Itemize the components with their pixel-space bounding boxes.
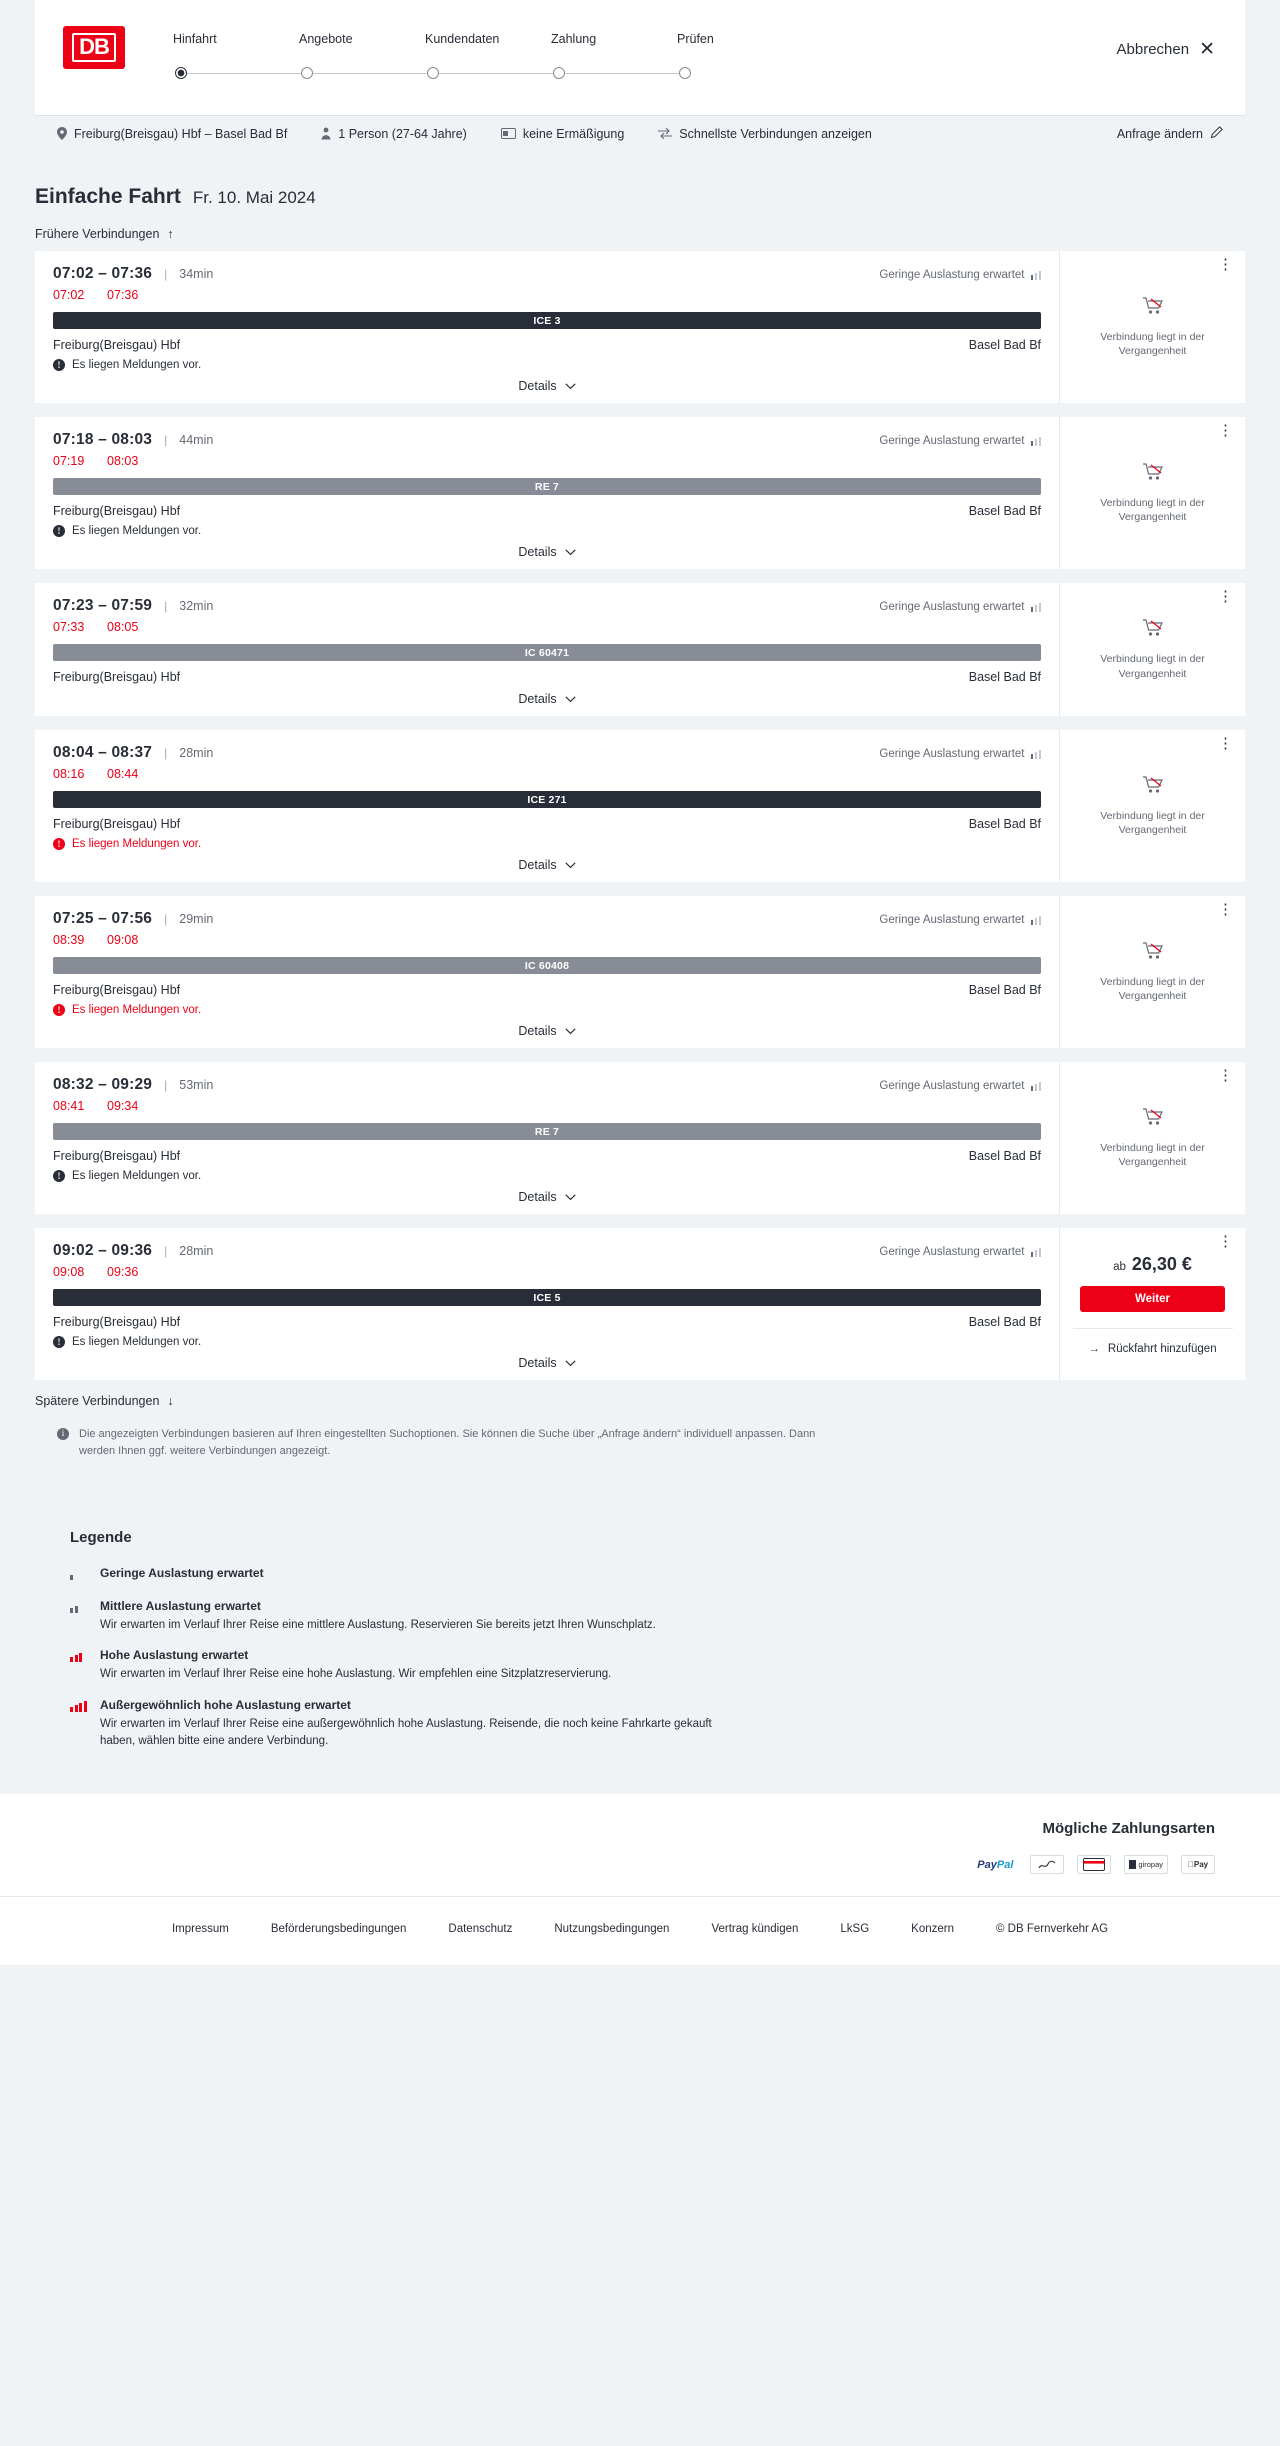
utilization-indicator bbox=[879, 1246, 1041, 1258]
details-toggle[interactable] bbox=[53, 545, 1041, 559]
details-label: Details bbox=[518, 1356, 557, 1370]
legend-item bbox=[70, 1566, 1245, 1585]
chevron-down-icon bbox=[565, 379, 576, 393]
duration: 53min bbox=[179, 1078, 214, 1092]
step-indicator bbox=[425, 63, 551, 85]
divider: | bbox=[164, 267, 168, 281]
step-indicator bbox=[677, 63, 803, 85]
utilization-label: Geringe Auslastung erwartet bbox=[879, 748, 1025, 760]
step-pruefen[interactable] bbox=[677, 32, 803, 85]
details-toggle[interactable] bbox=[53, 1190, 1041, 1204]
legend-title: Legende bbox=[70, 1529, 132, 1546]
step-label: Kundendaten bbox=[425, 32, 500, 46]
db-logo[interactable] bbox=[63, 26, 125, 69]
connection-header bbox=[53, 265, 1041, 283]
search-footnote-text: Die angezeigten Verbindungen basieren auf Ihren eingestellten Suchoptionen. Sie können die Suche über „Anfrage ändern“ individuell anpassen. Dann werden Ihnen ggf. weitere Verbindungen angezeigt. bbox=[79, 1428, 816, 1457]
connection-header bbox=[53, 1076, 1041, 1094]
past-connection-label: Verbindung liegt in der Vergangenheit bbox=[1100, 809, 1205, 836]
divider: | bbox=[164, 1244, 168, 1258]
legend-item bbox=[70, 1698, 1245, 1751]
legend-item-title: Außergewöhnlich hohe Auslastung erwartet bbox=[100, 1697, 351, 1712]
arrow-right-icon: → bbox=[1088, 1342, 1100, 1355]
duration: 29min bbox=[179, 912, 214, 926]
step-indicator bbox=[551, 63, 677, 85]
continue-button[interactable]: Weiter bbox=[1080, 1286, 1225, 1312]
connection-card[interactable] bbox=[35, 251, 1245, 403]
stations-row bbox=[53, 1149, 1041, 1163]
connection-notice[interactable] bbox=[53, 1170, 1041, 1182]
cart-crossed-icon bbox=[1142, 775, 1164, 801]
connection-details bbox=[35, 251, 1060, 403]
train-label: ICE 3 bbox=[533, 314, 561, 327]
actual-times bbox=[53, 454, 1041, 468]
connection-card[interactable] bbox=[35, 1228, 1245, 1380]
step-line bbox=[558, 73, 684, 74]
summary-sorting-label: Schnellste Verbindungen anzeigen bbox=[679, 126, 872, 141]
origin-station: Freiburg(Breisgau) Hbf bbox=[53, 504, 181, 518]
legend-items bbox=[35, 1566, 1245, 1750]
footer-link[interactable]: Beförderungsbedingungen bbox=[270, 1923, 407, 1935]
connection-notice-label: Es liegen Meldungen vor. bbox=[72, 525, 202, 537]
duration: 28min bbox=[179, 746, 214, 760]
page-title-row bbox=[35, 185, 1280, 209]
step-line bbox=[306, 73, 432, 74]
legend-item-desc: Wir erwarten im Verlauf Ihrer Reise eine mittlere Auslastung. Reservieren Sie bereits jetzt Ihren Wunschplatz. bbox=[100, 1619, 656, 1631]
utilization-bars-icon bbox=[1031, 915, 1042, 925]
origin-station: Freiburg(Breisgau) Hbf bbox=[53, 338, 181, 352]
page-title: Einfache Fahrt bbox=[35, 185, 181, 208]
utilization-label: Geringe Auslastung erwartet bbox=[879, 1246, 1025, 1258]
footer-link[interactable]: Konzern bbox=[911, 1923, 955, 1935]
train-label: IC 60471 bbox=[524, 646, 570, 659]
divider: | bbox=[164, 1078, 168, 1092]
train-bar[interactable] bbox=[53, 957, 1041, 974]
cart-crossed-icon bbox=[1142, 462, 1164, 488]
summary-passengers[interactable] bbox=[321, 127, 467, 141]
destination-station: Basel Bad Bf bbox=[968, 817, 1041, 831]
duration: 44min bbox=[179, 433, 214, 447]
utilization-bars-icon bbox=[70, 1566, 88, 1585]
utilization-label: Geringe Auslastung erwartet bbox=[879, 435, 1025, 447]
scheduled-times: 07:25 – 07:56 bbox=[53, 910, 153, 927]
cart-crossed-icon bbox=[1142, 941, 1164, 967]
train-bar[interactable] bbox=[53, 644, 1041, 661]
past-connection-label: Verbindung liegt in der Vergangenheit bbox=[1100, 653, 1205, 680]
footer-link[interactable]: Impressum bbox=[171, 1923, 229, 1935]
swap-arrows-icon bbox=[658, 128, 672, 139]
train-bar[interactable] bbox=[53, 1123, 1041, 1140]
cart-crossed-icon bbox=[1142, 1107, 1164, 1133]
utilization-bars-icon bbox=[70, 1698, 88, 1751]
step-label: Hinfahrt bbox=[173, 32, 217, 46]
cancel-label: Abbrechen bbox=[1116, 41, 1190, 58]
price-row bbox=[1113, 1254, 1192, 1275]
payment-methods-title: Mögliche Zahlungsarten bbox=[1042, 1820, 1215, 1837]
step-label: Prüfen bbox=[677, 32, 714, 46]
destination-station: Basel Bad Bf bbox=[968, 1315, 1041, 1329]
scheduled-times: 08:04 – 08:37 bbox=[53, 744, 153, 761]
step-dot-icon bbox=[301, 67, 313, 79]
stations-row bbox=[53, 504, 1041, 518]
step-line bbox=[432, 73, 558, 74]
legend-item bbox=[70, 1599, 1245, 1634]
price-amount: 26,30 € bbox=[1131, 1253, 1192, 1274]
stations-row bbox=[53, 817, 1041, 831]
connection-action-panel bbox=[1060, 1062, 1245, 1214]
step-dot-icon bbox=[679, 67, 691, 79]
actual-arrival: 07:36 bbox=[107, 288, 139, 302]
actual-times bbox=[53, 933, 1041, 947]
connection-list bbox=[0, 251, 1280, 1380]
connection-header bbox=[53, 597, 1041, 615]
connection-menu-button[interactable]: ⋮ bbox=[1218, 901, 1233, 918]
connection-notice[interactable] bbox=[53, 359, 1041, 371]
chevron-down-icon bbox=[565, 545, 576, 559]
stations-row bbox=[53, 670, 1041, 684]
actual-departure: 08:16 bbox=[53, 767, 85, 781]
footer-copyright: © DB Fernverkehr AG bbox=[996, 1923, 1109, 1935]
details-label: Details bbox=[518, 858, 557, 872]
connection-header bbox=[53, 744, 1041, 762]
footer-link[interactable]: Vertrag kündigen bbox=[711, 1923, 799, 1935]
search-summary-bar bbox=[35, 115, 1245, 151]
summary-sorting[interactable] bbox=[658, 127, 872, 141]
step-dot-icon bbox=[175, 67, 187, 79]
credit-card-icon bbox=[1077, 1855, 1111, 1874]
train-bar[interactable] bbox=[53, 1289, 1041, 1306]
origin-station: Freiburg(Breisgau) Hbf bbox=[53, 1149, 181, 1163]
train-label: RE 7 bbox=[534, 480, 560, 493]
duration: 34min bbox=[179, 267, 214, 281]
actual-departure: 07:19 bbox=[53, 454, 85, 468]
connection-action-panel bbox=[1060, 896, 1245, 1048]
cart-crossed-icon bbox=[1142, 618, 1164, 644]
connection-details bbox=[35, 1228, 1060, 1380]
actual-times bbox=[53, 288, 1041, 302]
footer-link[interactable]: Nutzungsbedingungen bbox=[554, 1923, 670, 1935]
direct-debit-icon bbox=[1030, 1855, 1064, 1874]
step-angebote[interactable] bbox=[299, 32, 425, 85]
train-bar[interactable] bbox=[53, 791, 1041, 808]
actual-times bbox=[53, 767, 1041, 781]
scheduled-times: 09:02 – 09:36 bbox=[53, 1242, 153, 1259]
location-pin-icon bbox=[57, 127, 67, 140]
actual-departure: 09:08 bbox=[53, 1265, 85, 1279]
chevron-down-icon bbox=[565, 1356, 576, 1370]
details-label: Details bbox=[518, 1024, 557, 1038]
step-line bbox=[180, 73, 306, 74]
add-return-trip-label: Rückfahrt hinzufügen bbox=[1107, 1342, 1217, 1355]
duration: 28min bbox=[179, 1244, 214, 1258]
giropay-icon: giropay bbox=[1124, 1855, 1168, 1874]
origin-station: Freiburg(Breisgau) Hbf bbox=[53, 817, 181, 831]
connection-action-panel bbox=[1060, 251, 1245, 403]
past-connection-label: Verbindung liegt in der Vergangenheit bbox=[1100, 330, 1205, 357]
travel-date: Fr. 10. Mai 2024 bbox=[192, 188, 316, 207]
utilization-label: Geringe Auslastung erwartet bbox=[879, 269, 1025, 281]
connection-notice[interactable] bbox=[53, 1004, 1041, 1016]
payment-methods-section bbox=[0, 1794, 1280, 1896]
connection-action-panel bbox=[1060, 417, 1245, 569]
chevron-down-icon bbox=[565, 1190, 576, 1204]
arrow-down-icon: ↓ bbox=[167, 1394, 174, 1408]
connection-details bbox=[35, 417, 1060, 569]
connection-details bbox=[35, 730, 1060, 882]
destination-station: Basel Bad Bf bbox=[968, 1149, 1041, 1163]
connection-action-panel bbox=[1060, 730, 1245, 882]
chevron-down-icon bbox=[565, 858, 576, 872]
actual-arrival: 09:36 bbox=[107, 1265, 139, 1279]
train-label: RE 7 bbox=[534, 1125, 560, 1138]
edit-search-button[interactable] bbox=[1117, 126, 1223, 141]
cart-crossed-icon bbox=[1142, 296, 1164, 322]
scheduled-times: 07:18 – 08:03 bbox=[53, 431, 153, 448]
connection-menu-button[interactable]: ⋮ bbox=[1218, 422, 1233, 439]
bahncard-icon bbox=[501, 128, 516, 139]
origin-station: Freiburg(Breisgau) Hbf bbox=[53, 670, 181, 684]
summary-route[interactable] bbox=[57, 127, 287, 141]
utilization-bars-icon bbox=[1031, 1247, 1042, 1257]
connection-notice-label: Es liegen Meldungen vor. bbox=[72, 1170, 202, 1182]
train-label: IC 60408 bbox=[524, 959, 570, 972]
past-connection-label: Verbindung liegt in der Vergangenheit bbox=[1100, 1141, 1205, 1168]
legend-item-title: Mittlere Auslastung erwartet bbox=[100, 1599, 261, 1613]
legend-item-title: Hohe Auslastung erwartet bbox=[100, 1648, 249, 1663]
chevron-down-icon bbox=[565, 1024, 576, 1038]
details-label: Details bbox=[518, 379, 557, 393]
legend-item-title: Geringe Auslastung erwartet bbox=[100, 1566, 264, 1580]
details-toggle[interactable] bbox=[53, 1356, 1041, 1370]
stations-row bbox=[53, 338, 1041, 352]
past-connection-label: Verbindung liegt in der Vergangenheit bbox=[1100, 496, 1205, 523]
connection-notice-label: Es liegen Meldungen vor. bbox=[72, 1336, 202, 1348]
later-connections-button[interactable] bbox=[35, 1394, 1280, 1408]
scheduled-times: 08:32 – 09:29 bbox=[53, 1076, 153, 1093]
connection-details bbox=[35, 1062, 1060, 1214]
warning-icon: ! bbox=[53, 525, 65, 537]
actual-arrival: 08:05 bbox=[107, 620, 139, 634]
paypal-icon: Pay Pal bbox=[973, 1855, 1017, 1874]
connection-menu-button[interactable]: ⋮ bbox=[1218, 256, 1233, 273]
destination-station: Basel Bad Bf bbox=[968, 983, 1041, 997]
utilization-bars-icon bbox=[70, 1648, 88, 1683]
payment-icons bbox=[973, 1855, 1215, 1874]
utilization-bars-icon bbox=[1031, 1081, 1042, 1091]
train-label: ICE 271 bbox=[527, 793, 567, 806]
actual-departure: 07:33 bbox=[53, 620, 85, 634]
footer-link[interactable]: LkSG bbox=[840, 1923, 870, 1935]
info-icon: i bbox=[57, 1428, 69, 1440]
connection-notice[interactable] bbox=[53, 838, 1041, 850]
connection-card[interactable] bbox=[35, 417, 1245, 569]
utilization-indicator bbox=[879, 269, 1041, 281]
legend-item-desc: Wir erwarten im Verlauf Ihrer Reise eine hohe Auslastung. Wir empfehlen eine Sitzplatzreservierung. bbox=[100, 1668, 612, 1681]
step-indicator bbox=[173, 63, 299, 85]
utilization-label: Geringe Auslastung erwartet bbox=[879, 1080, 1025, 1092]
details-label: Details bbox=[518, 1190, 557, 1204]
connection-header bbox=[53, 431, 1041, 449]
close-icon: ✕ bbox=[1199, 39, 1215, 60]
connection-menu-button[interactable]: ⋮ bbox=[1218, 1233, 1233, 1250]
actual-arrival: 09:08 bbox=[107, 933, 139, 947]
utilization-bars-icon bbox=[70, 1599, 88, 1634]
details-toggle[interactable] bbox=[53, 692, 1041, 706]
search-footnote bbox=[35, 1426, 875, 1459]
step-kundendaten[interactable] bbox=[425, 32, 551, 85]
step-hinfahrt[interactable] bbox=[173, 32, 299, 85]
actual-times bbox=[53, 1265, 1041, 1279]
divider: | bbox=[164, 746, 168, 760]
summary-passengers-label: 1 Person (27-64 Jahre) bbox=[338, 126, 467, 141]
warning-icon: ! bbox=[53, 1004, 65, 1016]
past-connection-label: Verbindung liegt in der Vergangenheit bbox=[1100, 975, 1205, 1002]
utilization-indicator bbox=[879, 914, 1041, 926]
utilization-indicator bbox=[879, 1080, 1041, 1092]
utilization-indicator bbox=[879, 601, 1041, 613]
summary-discount[interactable] bbox=[501, 127, 624, 141]
details-toggle[interactable] bbox=[53, 1024, 1041, 1038]
connection-header bbox=[53, 1242, 1041, 1260]
utilization-indicator bbox=[879, 748, 1041, 760]
details-label: Details bbox=[518, 545, 557, 559]
footer-link[interactable]: Datenschutz bbox=[448, 1923, 513, 1935]
warning-icon: ! bbox=[53, 359, 65, 371]
connection-card[interactable] bbox=[35, 1062, 1245, 1214]
utilization-indicator bbox=[879, 435, 1041, 447]
actual-departure: 08:41 bbox=[53, 1099, 85, 1113]
scheduled-times: 07:02 – 07:36 bbox=[53, 265, 153, 282]
actual-arrival: 08:44 bbox=[107, 767, 139, 781]
utilization-bars-icon bbox=[1031, 749, 1042, 759]
utilization-bars-icon bbox=[1031, 436, 1042, 446]
warning-icon: ! bbox=[53, 1336, 65, 1348]
warning-icon: ! bbox=[53, 1170, 65, 1182]
stations-row bbox=[53, 983, 1041, 997]
page-footer bbox=[0, 1896, 1280, 1965]
price-prefix: ab bbox=[1113, 1260, 1126, 1273]
step-zahlung[interactable] bbox=[551, 32, 677, 85]
actual-arrival: 09:34 bbox=[107, 1099, 139, 1113]
divider: | bbox=[164, 599, 168, 613]
actual-times bbox=[53, 620, 1041, 634]
connection-notice-label: Es liegen Meldungen vor. bbox=[72, 359, 202, 371]
connection-details bbox=[35, 583, 1060, 716]
destination-station: Basel Bad Bf bbox=[968, 338, 1041, 352]
connection-menu-button[interactable]: ⋮ bbox=[1218, 735, 1233, 752]
legend-item bbox=[70, 1648, 1245, 1683]
origin-station: Freiburg(Breisgau) Hbf bbox=[53, 1315, 181, 1329]
actual-times bbox=[53, 1099, 1041, 1113]
chevron-down-icon bbox=[565, 692, 576, 706]
connection-card[interactable] bbox=[35, 583, 1245, 716]
utilization-label: Geringe Auslastung erwartet bbox=[879, 601, 1025, 613]
connection-card[interactable] bbox=[35, 730, 1245, 882]
actual-arrival: 08:03 bbox=[107, 454, 139, 468]
actual-departure: 07:02 bbox=[53, 288, 85, 302]
arrow-up-icon: ↑ bbox=[167, 227, 174, 241]
add-return-trip-button[interactable] bbox=[1073, 1328, 1233, 1355]
connection-menu-button[interactable]: ⋮ bbox=[1218, 588, 1233, 605]
divider: | bbox=[164, 433, 168, 447]
connection-notice-label: Es liegen Meldungen vor. bbox=[72, 1004, 202, 1016]
earlier-connections-label: Frühere Verbindungen bbox=[35, 227, 160, 241]
duration: 32min bbox=[179, 599, 214, 613]
connection-action-panel bbox=[1060, 583, 1245, 716]
step-indicator bbox=[299, 63, 425, 85]
step-dot-icon bbox=[553, 67, 565, 79]
warning-icon: ! bbox=[53, 838, 65, 850]
destination-station: Basel Bad Bf bbox=[968, 670, 1041, 684]
actual-departure: 08:39 bbox=[53, 933, 85, 947]
connection-menu-button[interactable]: ⋮ bbox=[1218, 1067, 1233, 1084]
step-dot-icon bbox=[427, 67, 439, 79]
connection-notice-label: Es liegen Meldungen vor. bbox=[72, 838, 202, 850]
details-toggle[interactable] bbox=[53, 858, 1041, 872]
utilization-label: Geringe Auslastung erwartet bbox=[879, 914, 1025, 926]
later-connections-label: Spätere Verbindungen bbox=[35, 1394, 160, 1408]
divider: | bbox=[164, 912, 168, 926]
train-bar[interactable] bbox=[53, 312, 1041, 329]
apple-pay-icon: Pay bbox=[1181, 1855, 1215, 1874]
cancel-button[interactable] bbox=[1117, 40, 1215, 59]
utilization-bars-icon bbox=[1031, 270, 1042, 280]
app-header bbox=[35, 0, 1245, 115]
summary-route-label: Freiburg(Breisgau) Hbf – Basel Bad Bf bbox=[74, 126, 288, 141]
destination-station: Basel Bad Bf bbox=[968, 504, 1041, 518]
train-label: ICE 5 bbox=[533, 1291, 561, 1304]
legend-section bbox=[0, 1503, 1280, 1794]
legend-item-desc: Wir erwarten im Verlauf Ihrer Reise eine außergewöhnlich hohe Auslastung. Reisende, die noch keine Fahrkarte gekauft haben, wählen bitte eine andere Verbindung. bbox=[100, 1717, 712, 1747]
details-toggle[interactable] bbox=[53, 379, 1041, 393]
connection-notice[interactable] bbox=[53, 1336, 1041, 1348]
step-label: Angebote bbox=[299, 32, 353, 46]
connection-card[interactable] bbox=[35, 896, 1245, 1048]
utilization-bars-icon bbox=[1031, 602, 1042, 612]
earlier-connections-button[interactable] bbox=[35, 227, 1280, 241]
summary-discount-label: keine Ermäßigung bbox=[522, 126, 625, 141]
scheduled-times: 07:23 – 07:59 bbox=[53, 597, 153, 614]
connection-action-panel bbox=[1060, 1228, 1245, 1380]
details-label: Details bbox=[518, 692, 557, 706]
connection-header bbox=[53, 910, 1041, 928]
checkout-stepper bbox=[173, 32, 803, 85]
db-logo-text: DB bbox=[72, 33, 116, 62]
stations-row bbox=[53, 1315, 1041, 1329]
pencil-icon bbox=[1211, 126, 1223, 141]
connection-notice[interactable] bbox=[53, 525, 1041, 537]
connection-details bbox=[35, 896, 1060, 1048]
edit-search-label: Anfrage ändern bbox=[1116, 126, 1203, 141]
origin-station: Freiburg(Breisgau) Hbf bbox=[53, 983, 181, 997]
train-bar[interactable] bbox=[53, 478, 1041, 495]
person-icon bbox=[321, 127, 331, 140]
step-label: Zahlung bbox=[551, 32, 597, 46]
